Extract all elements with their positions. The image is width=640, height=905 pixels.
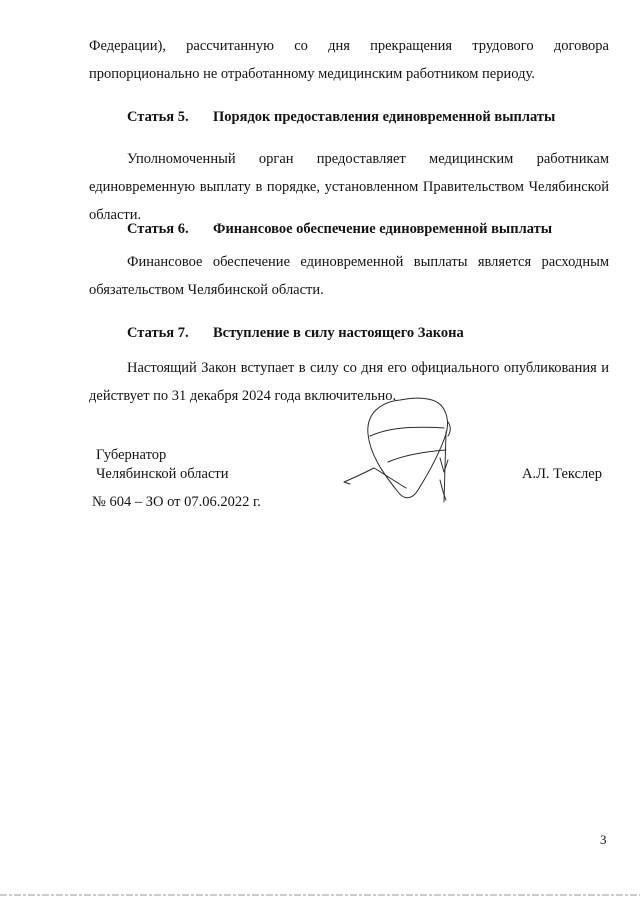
signatory-position-line2: Челябинской области [96, 466, 229, 482]
continuation-paragraph: Федерации), рассчитанную со дня прекращения трудового договора пропорционально не отработанному медицинским работником периоду. [89, 38, 609, 82]
article-6-text: Финансовое обеспечение единовременной выплаты является расходным обязательством Челябинской области. [89, 254, 609, 298]
signatory-position-line1: Губернатор [96, 447, 167, 463]
scan-bottom-rule [0, 892, 640, 900]
article-7-number: Статья 7. [127, 325, 189, 341]
article-5-heading [127, 109, 555, 126]
article-5-number: Статья 5. [127, 109, 189, 125]
article-6-number: Статья 6. [127, 221, 189, 237]
registration-number: № 604 – ЗО от 07.06.2022 г. [92, 494, 261, 510]
article-5-title: Порядок предоставления единовременной выплаты [213, 109, 556, 125]
page-number: 3 [600, 832, 607, 847]
article-5-text: Уполномоченный орган предоставляет медицинским работникам единовременную выплату в порядке, установленном Правительством Челябинской области. [89, 151, 609, 223]
article-7-text: Настоящий Закон вступает в силу со дня его официального опубликования и действует по 31 декабря 2024 года включительно. [89, 360, 609, 404]
handwritten-signature [340, 392, 470, 507]
article-6-heading [127, 221, 552, 238]
article-7-title: Вступление в силу настоящего Закона [213, 325, 464, 341]
signatory-position [96, 446, 229, 484]
article-7-heading [127, 325, 464, 342]
signer-name: А.Л. Текслер [522, 466, 602, 482]
article-6-title: Финансовое обеспечение единовременной выплаты [213, 221, 553, 237]
